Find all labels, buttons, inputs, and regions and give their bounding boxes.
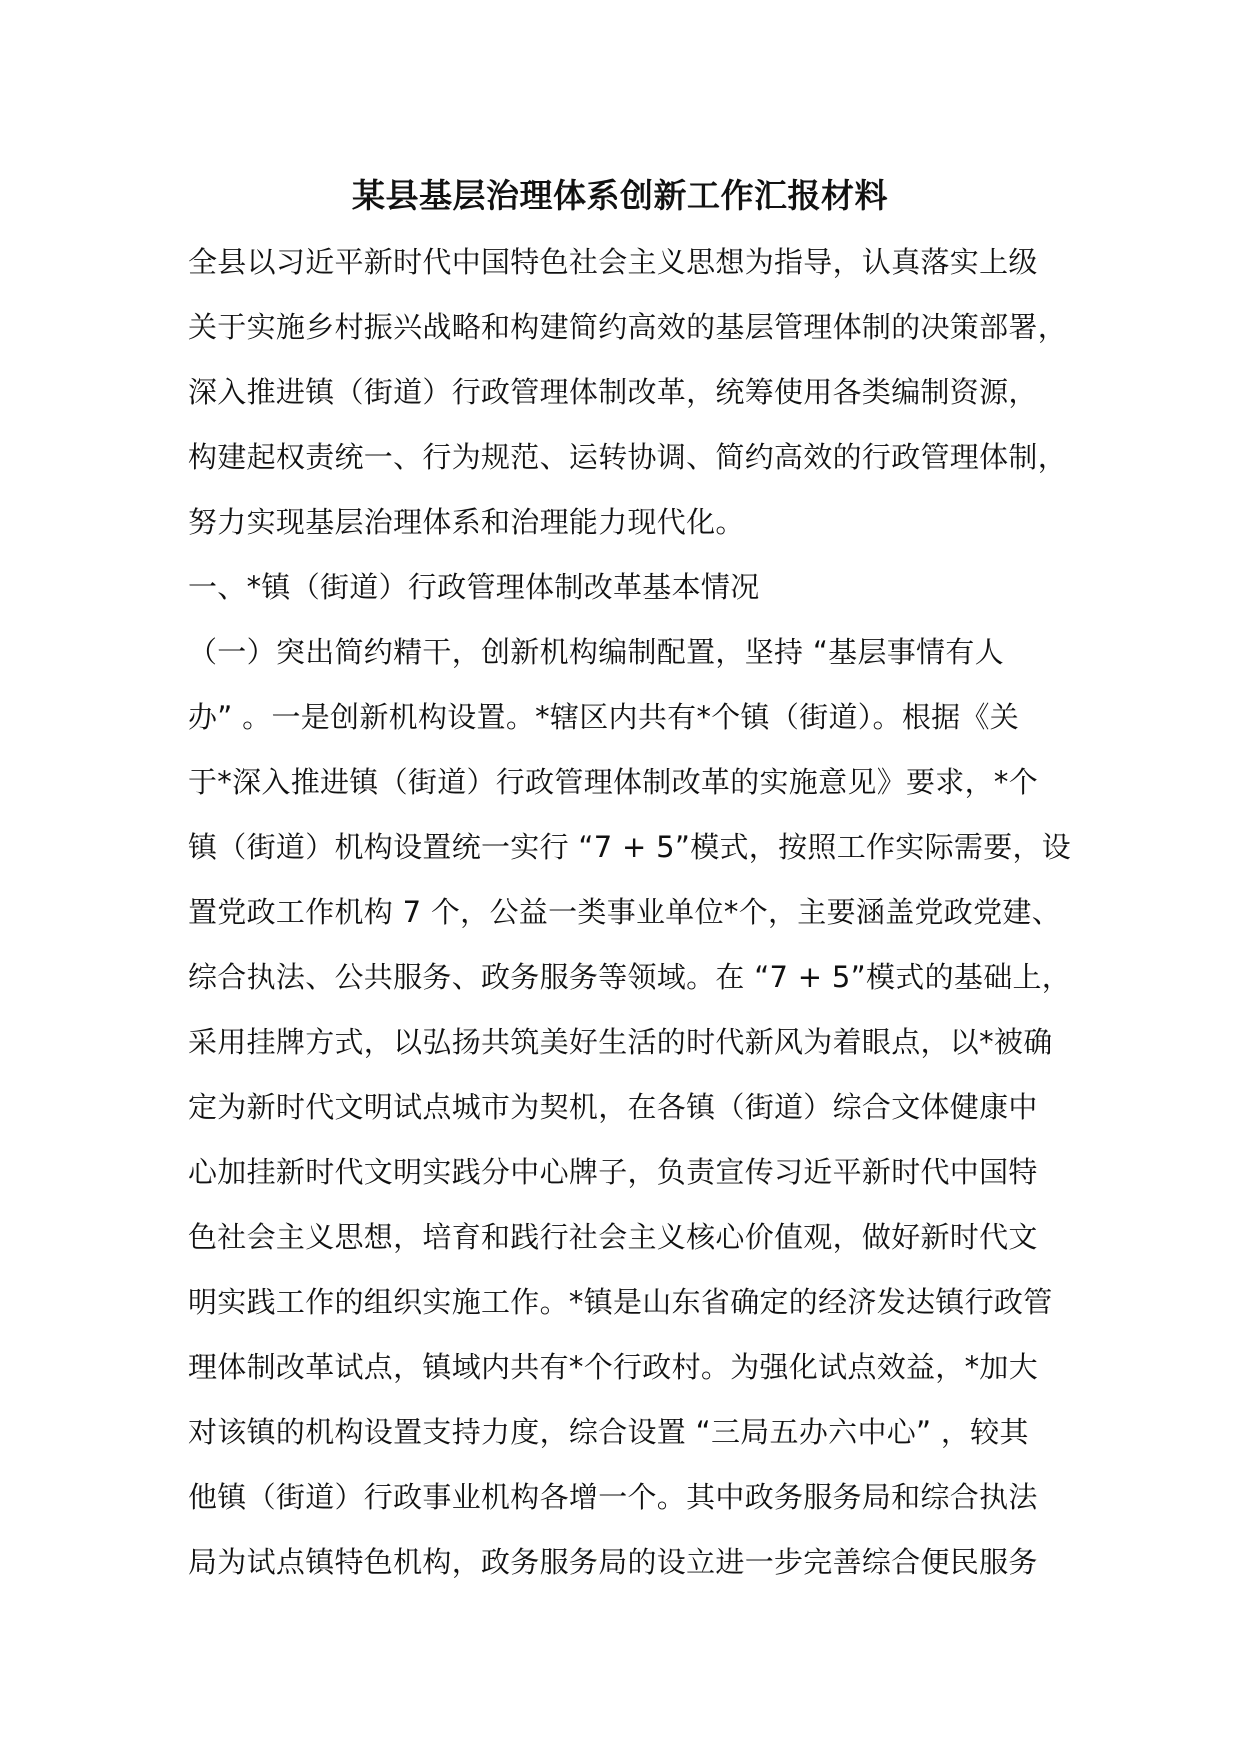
- body-line: 镇（街道）机构设置统一实行 “7 + 5”模式，按照工作实际需要，设: [188, 830, 1072, 864]
- body-line: 综合执法、公共服务、政务服务等领域。在 “7 + 5”模式的基础上，: [188, 960, 1072, 994]
- body-line: 他镇（街道）行政事业机构各增一个。其中政务服务局和综合执法: [188, 1480, 1038, 1514]
- body-line: 努力实现基层治理体系和治理能力现代化。: [188, 505, 745, 539]
- body-line: 对该镇的机构设置支持力度，综合设置 “三局五办六中心” ，较其: [188, 1415, 1029, 1449]
- document-title: 某县基层治理体系创新工作汇报材料: [352, 176, 888, 215]
- body-line: 办” 。一是创新机构设置。*辖区内共有*个镇（街道）。根据《关: [188, 700, 1020, 734]
- body-line: 于*深入推进镇（街道）行政管理体制改革的实施意见》要求，*个: [188, 765, 1039, 799]
- body-line: 关于实施乡村振兴战略和构建简约高效的基层管理体制的决策部署，: [188, 310, 1068, 344]
- body-line: 置党政工作机构 7 个，公益一类事业单位*个，主要涵盖党政党建、: [188, 895, 1061, 929]
- body-line: 采用挂牌方式，以弘扬共筑美好生活的时代新风为着眼点，以*被确: [188, 1025, 1053, 1059]
- document-body: [188, 238, 1088, 1603]
- body-line: 明实践工作的组织实施工作。*镇是山东省确定的经济发达镇行政管: [188, 1285, 1053, 1319]
- body-line: 构建起权责统一、行为规范、运转协调、简约高效的行政管理体制，: [188, 440, 1068, 474]
- body-line: （一）突出简约精干，创新机构编制配置，坚持 “基层事情有人: [188, 635, 1004, 669]
- body-line: 全县以习近平新时代中国特色社会主义思想为指导，认真落实上级: [188, 245, 1038, 279]
- body-line: 定为新时代文明试点城市为契机，在各镇（街道）综合文体健康中: [188, 1090, 1038, 1124]
- body-line: 深入推进镇（街道）行政管理体制改革，统筹使用各类编制资源，: [188, 375, 1038, 409]
- body-line: 心加挂新时代文明实践分中心牌子，负责宣传习近平新时代中国特: [188, 1155, 1038, 1189]
- body-line: 理体制改革试点，镇域内共有*个行政村。为强化试点效益，*加大: [188, 1350, 1039, 1384]
- section-heading: 一、*镇（街道）行政管理体制改革基本情况: [188, 570, 760, 604]
- body-line: 局为试点镇特色机构，政务服务局的设立进一步完善综合便民服务: [188, 1545, 1038, 1579]
- body-line: 色社会主义思想，培育和践行社会主义核心价值观，做好新时代文: [188, 1220, 1038, 1254]
